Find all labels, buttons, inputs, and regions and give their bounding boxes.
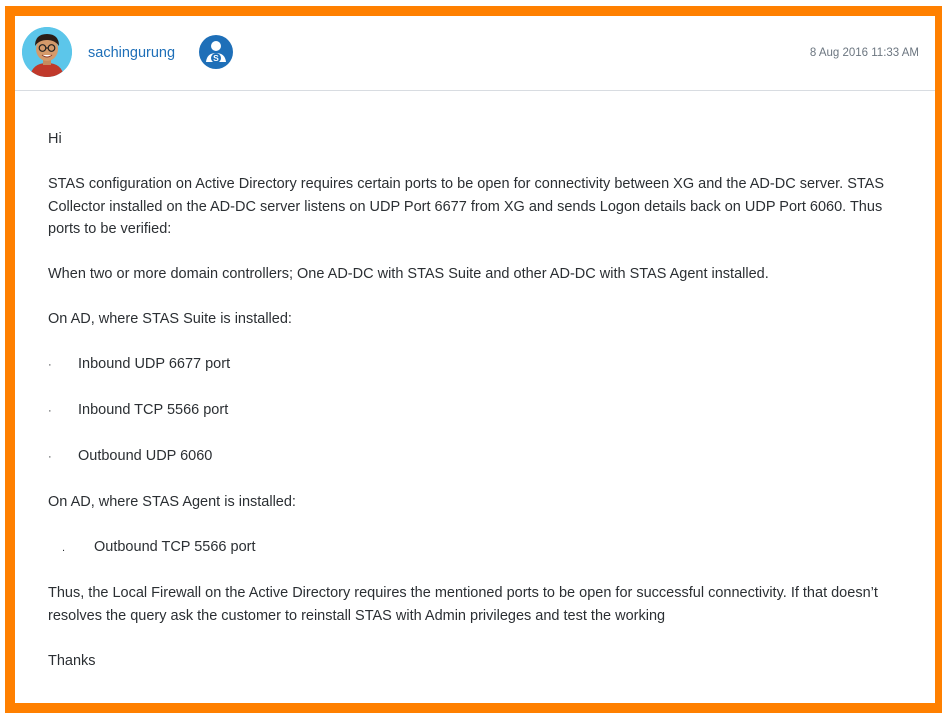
closing-text: Thanks <box>48 652 96 669</box>
paragraph-stas-config: STAS configuration on Active Directory requires certain ports to be open for connectivity between XG and the AD-DC server. STAS Collector installed on the AD-DC server listens on UDP Port 6677 from XG and sends Logon details back on UDP Port 6060. Thus ports to be verified: <box>48 176 885 237</box>
bullet-marker: · <box>48 405 52 417</box>
list-item <box>48 445 898 469</box>
forum-post-card <box>5 6 942 713</box>
agent-heading: On AD, where STAS Agent is installed: <box>48 494 296 510</box>
username-link[interactable]: sachingurung <box>88 45 176 61</box>
list-item <box>48 353 898 377</box>
greeting-text: Hi <box>48 131 62 147</box>
list-item-text: Outbound TCP 5566 port <box>94 539 256 555</box>
list-item <box>48 536 898 560</box>
paragraph-firewall: Thus, the Local Firewall on the Active Directory requires the mentioned ports to be open for successful connectivity. If that doesn’t resolves the query ask the customer to reinstall STAS with Admin privileges and test the working <box>48 585 878 624</box>
bullet-marker: . <box>62 542 66 554</box>
paragraph-domain-controllers: When two or more domain controllers; One AD-DC with STAS Suite and other AD-DC with STAS Agent installed. <box>48 266 769 282</box>
list-item-text: Inbound TCP 5566 port <box>78 402 229 418</box>
list-item-text: Outbound UDP 6060 <box>78 448 213 464</box>
list-item-text: Inbound UDP 6677 port <box>78 356 231 372</box>
sophos-staff-badge-icon[interactable] <box>199 35 233 69</box>
bullet-marker: · <box>48 451 52 463</box>
post-timestamp: 8 Aug 2016 11:33 AM <box>809 47 919 59</box>
post-body <box>48 128 898 695</box>
bullet-marker: · <box>48 359 52 371</box>
badge-letter: S <box>213 53 219 64</box>
user-avatar[interactable] <box>22 27 72 77</box>
list-item <box>48 399 898 423</box>
post-header <box>15 16 935 91</box>
suite-heading: On AD, where STAS Suite is installed: <box>48 311 292 327</box>
